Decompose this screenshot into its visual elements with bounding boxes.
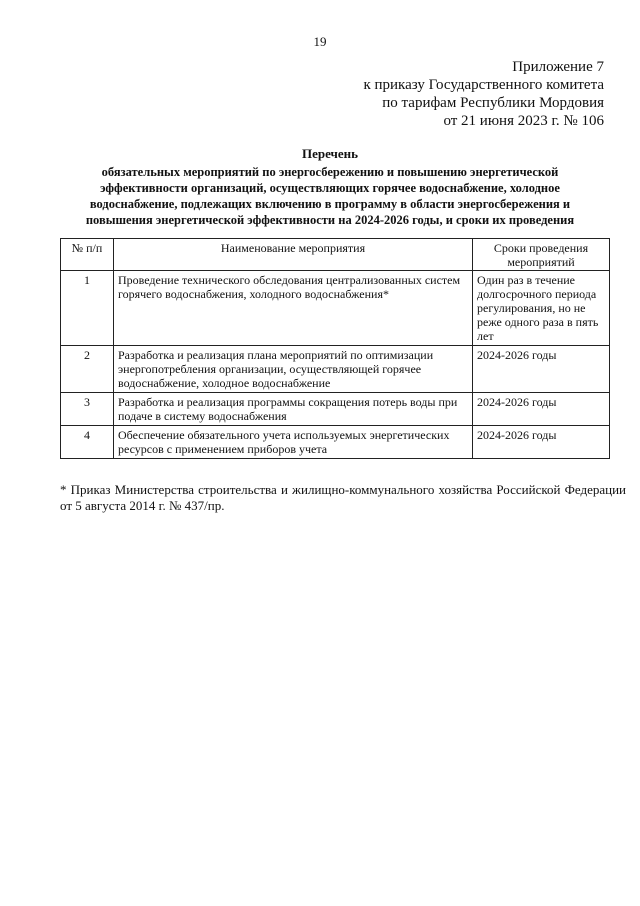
row-num: 1: [61, 271, 114, 346]
appendix-line-1: Приложение 7: [512, 59, 604, 75]
row-term: 2024-2026 годы: [473, 393, 610, 426]
row-num: 2: [61, 346, 114, 393]
measures-table: [60, 238, 610, 459]
page-number: 19: [313, 34, 327, 49]
row-term: 2024-2026 годы: [473, 346, 610, 393]
row-term: Один раз в течение долгосрочного периода регулирования, но не реже одного раза в пять лет: [473, 271, 610, 346]
footnote: * Приказ Министерства строительства и жилищно-коммунального хозяйства Российской Федерации от 5 августа 2014 г. № 437/пр.: [60, 482, 626, 513]
appendix-line-3: по тарифам Республики Мордовия: [382, 95, 604, 111]
appendix-line-4: от 21 июня 2023 г. № 106: [443, 113, 604, 129]
table-row: [61, 271, 610, 346]
row-name: Разработка и реализация плана мероприятий по оптимизации энергопотребления организации, осуществляющей горячее водоснабжение, холодное водоснабжение: [114, 346, 473, 393]
row-term: 2024-2026 годы: [473, 426, 610, 459]
table-row: [61, 393, 610, 426]
row-num: 4: [61, 426, 114, 459]
row-name: Обеспечение обязательного учета используемых энергетических ресурсов с применением приборов учета: [114, 426, 473, 459]
row-num: 3: [61, 393, 114, 426]
header-name: Наименование мероприятия: [114, 239, 473, 271]
title-subheading: обязательных мероприятий по энергосбережению и повышению энергетической эффективности организаций, осуществляющих горячее водоснабжение, холодное водоснабжение, подлежащих включению в программу в области энергосбережения и повышения энергетической эффективности на 2024-2026 годы, и сроки их проведения: [85, 165, 575, 227]
appendix-line-2: к приказу Государственного комитета: [363, 77, 604, 93]
table-row: [61, 426, 610, 459]
row-name: Проведение технического обследования централизованных систем горячего водоснабжения, холодного водоснабжения*: [114, 271, 473, 346]
row-name: Разработка и реализация программы сокращения потерь воды при подаче в систему водоснабжения: [114, 393, 473, 426]
document-title: [70, 146, 590, 228]
header-num: № п/п: [61, 239, 114, 271]
appendix-reference: [363, 58, 604, 130]
table-header-row: [61, 239, 610, 271]
table-row: [61, 346, 610, 393]
title-heading: Перечень: [301, 146, 359, 161]
header-term: Сроки проведения мероприятий: [473, 239, 610, 271]
